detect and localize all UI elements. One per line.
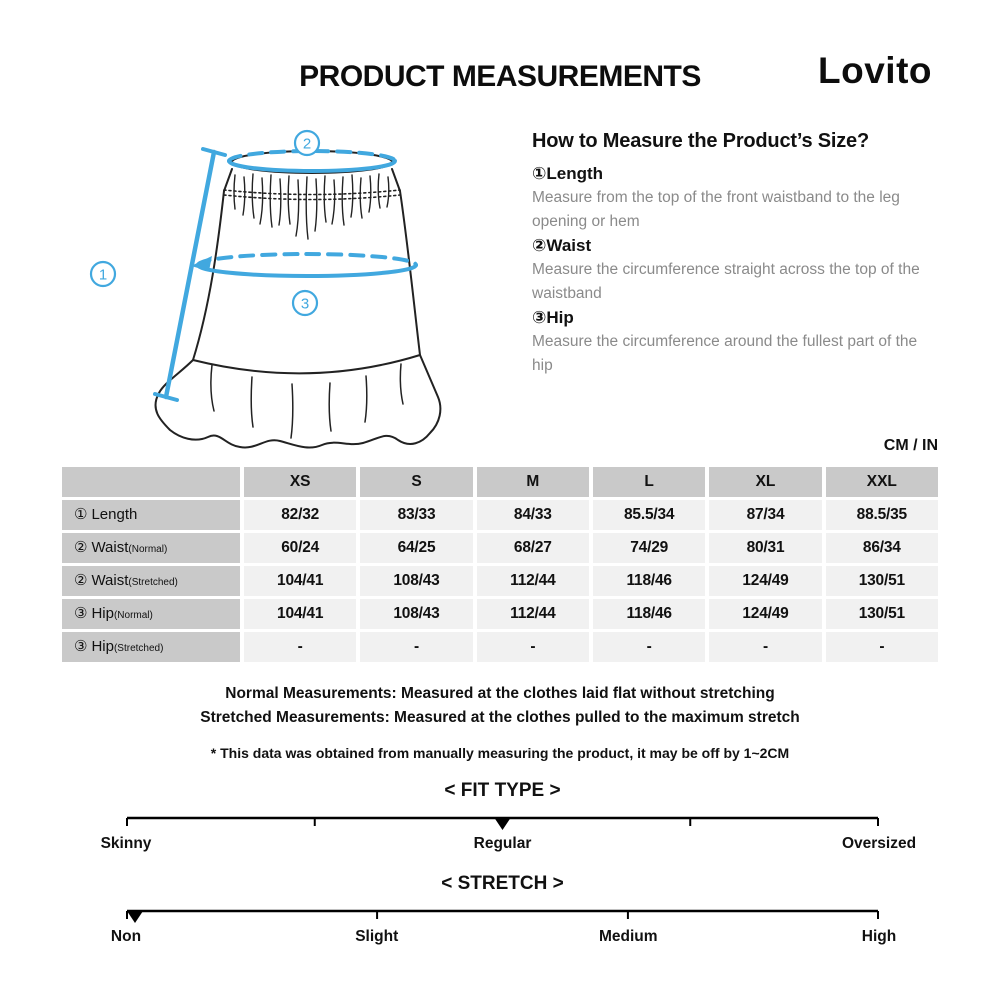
measurement-cell: - [709, 632, 821, 662]
measurement-cell: 112/44 [477, 566, 589, 596]
circled-number-icon: ③ [74, 638, 88, 655]
measurement-cell: 84/33 [477, 500, 589, 530]
row-label-waist-stretched [62, 566, 240, 596]
skirt-ruffle-folds [211, 364, 403, 438]
fit-type-axis [126, 815, 879, 831]
measurement-cell: 118/46 [593, 599, 705, 629]
row-label-variant: (Normal) [113, 610, 153, 621]
row-label-hip-stretched [62, 632, 240, 662]
stretch-axis [126, 908, 879, 924]
length-measure-line [166, 152, 214, 397]
circled-2-icon: ② [532, 236, 547, 255]
stretch-marker [127, 911, 143, 923]
measurement-cell: - [244, 632, 356, 662]
measurement-cell: 64/25 [360, 533, 472, 563]
table-corner-cell [62, 467, 240, 497]
row-label-variant: (Stretched) [113, 643, 164, 654]
measurement-cell: 82/32 [244, 500, 356, 530]
measurement-cell: 86/34 [826, 533, 938, 563]
size-header-xxl: XXL [826, 467, 938, 497]
measure-item-name: Waist [546, 236, 592, 255]
measure-item-desc: Measure the circumference around the fullest part of the hip [532, 333, 918, 374]
circled-number-icon: ① [74, 506, 88, 523]
size-header-xs: XS [244, 467, 356, 497]
notes-section [0, 682, 1000, 761]
scale-label-slight: Slight [355, 928, 399, 945]
measure-item-desc: Measure the circumference straight across the top of the waistband [532, 261, 920, 302]
measurement-cell: 130/51 [826, 599, 938, 629]
size-header-m: M [477, 467, 589, 497]
scale-label-skinny: Skinny [100, 835, 152, 852]
measurement-cell: - [826, 632, 938, 662]
circled-number-icon: ② [74, 539, 88, 556]
size-header-l: L [593, 467, 705, 497]
measurement-cell: 118/46 [593, 566, 705, 596]
row-label-text: Length [91, 506, 138, 523]
measurement-cell: 68/27 [477, 533, 589, 563]
how-to-item-waist [532, 234, 924, 306]
measurement-cell: - [360, 632, 472, 662]
callout-2: 2 [302, 135, 312, 153]
size-table [62, 467, 938, 662]
fit-type-title: < FIT TYPE > [444, 780, 561, 801]
scale-label-medium: Medium [598, 928, 658, 945]
row-label-text: Waist [91, 539, 129, 556]
units-label: CM / IN [883, 437, 938, 454]
measurement-cell: 108/43 [360, 566, 472, 596]
circled-3-icon: ③ [532, 308, 547, 327]
measurement-cell: 130/51 [826, 566, 938, 596]
row-label-waist-normal [62, 533, 240, 563]
measurement-cell: 85.5/34 [593, 500, 705, 530]
measurement-cell: 108/43 [360, 599, 472, 629]
scale-label-high: High [861, 928, 897, 945]
row-label-variant: (Normal) [128, 544, 168, 555]
how-to-item-hip [532, 306, 924, 378]
measurement-cell: 87/34 [709, 500, 821, 530]
callout-1: 1 [98, 266, 108, 284]
skirt-ruffle [155, 355, 440, 448]
size-header-xl: XL [709, 467, 821, 497]
measurement-cell: 124/49 [709, 566, 821, 596]
fit-type-marker [495, 818, 511, 830]
stretch-labels [110, 928, 897, 948]
scale-label-oversized: Oversized [841, 835, 917, 852]
measure-item-desc: Measure from the top of the front waistband to the leg opening or hem [532, 189, 900, 230]
measure-item-name: Length [546, 164, 604, 183]
skirt-gathers [234, 174, 389, 239]
measurement-cell: - [477, 632, 589, 662]
circled-number-icon: ② [74, 572, 88, 589]
stretch-scale [110, 873, 897, 948]
how-to-section [532, 128, 924, 378]
callout-3: 3 [300, 295, 310, 313]
fit-type-scale [100, 780, 917, 855]
note-normal: Normal Measurements: Measured at the clothes laid flat without stretching [225, 685, 775, 702]
measure-item-name: Hip [546, 308, 574, 327]
brand-logo: Lovito [818, 50, 932, 91]
measurement-cell: 60/24 [244, 533, 356, 563]
page-title: PRODUCT MEASUREMENTS [299, 60, 701, 93]
measurement-cell: 112/44 [477, 599, 589, 629]
row-label-variant: (Stretched) [128, 577, 178, 588]
row-label-text: Waist [91, 572, 129, 589]
row-label-text: Hip [91, 638, 114, 655]
measurement-cell: 104/41 [244, 566, 356, 596]
how-to-heading: How to Measure the Product’s Size? [532, 130, 869, 152]
hip-measure-ellipse [198, 254, 416, 265]
circled-number-icon: ③ [74, 605, 88, 622]
size-header-s: S [360, 467, 472, 497]
row-label-hip-normal [62, 599, 240, 629]
measurement-cell: 88.5/35 [826, 500, 938, 530]
measurement-cell: 74/29 [593, 533, 705, 563]
measurement-cell: 83/33 [360, 500, 472, 530]
note-stretched: Stretched Measurements: Measured at the clothes pulled to the maximum stretch [200, 709, 800, 726]
row-label-text: Hip [91, 605, 114, 622]
skirt-diagram [60, 125, 480, 470]
measurement-cell: 104/41 [244, 599, 356, 629]
measurement-cell: 124/49 [709, 599, 821, 629]
scale-label-non: Non [110, 928, 142, 945]
stretch-title: < STRETCH > [441, 873, 564, 894]
measurement-cell: - [593, 632, 705, 662]
fit-type-labels [100, 835, 917, 855]
measurement-cell: 80/31 [709, 533, 821, 563]
row-label-length [62, 500, 240, 530]
note-disclaimer: * This data was obtained from manually measuring the product, it may be off by 1~2CM [210, 745, 790, 761]
circled-1-icon: ① [532, 164, 547, 183]
how-to-item-length [532, 162, 924, 234]
scale-label-regular: Regular [473, 835, 532, 852]
